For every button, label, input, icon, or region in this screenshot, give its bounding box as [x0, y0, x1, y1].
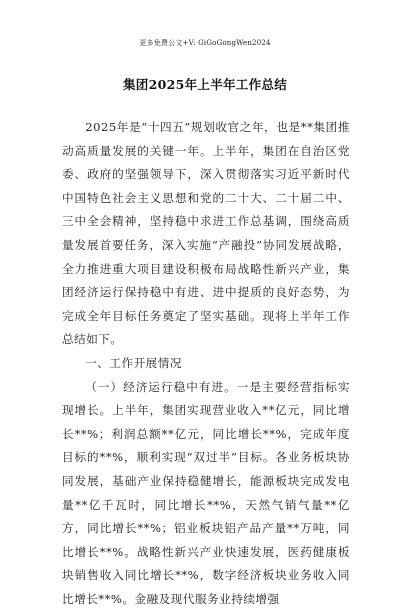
subsection-paragraph: （一）经济运行稳中有进。一是主要经营指标实现增长。上半年，集团实现营业收入**亿元，同比增长**%；利润总额**亿元，同比增长**%，完成年度目标的**%，顺利实现“双过半”目标。各业务板块协同发展，基础产业保持稳健增长，能源板块完成发电量**亿千瓦时，同比增长**%，天然气销气量**亿方，同比增长**%；铝业板块铝产品产量**万吨，同比增长**%。战略性新兴产业快速发展，医药健康板块销售收入同比增长**%，数字经济板块业务收入同比增长**%。金融及现代服务业持续增强: [62, 379, 350, 606]
intro-paragraph: 2025年是“十四五”规划收官之年，也是**集团推动高质量发展的关键一年。上半年，集团在自治区党委、政府的坚强领导下，深入贯彻落实习近平新时代中国特色社会主义思想和党的二十大、二十届二中、三中全会精神，坚持稳中求进工作总基调，围绕高质量发展首要任务，深入实施“产融投”协同发展战略，全力推进重大项目建设积极布局战略性新兴产业，集团经济运行保持稳中有进、进中提质的良好态势，为完成全年目标任务奠定了坚实基础。现将上半年工作总结如下。: [62, 120, 350, 347]
section-heading: 一、工作开展情况: [85, 355, 182, 370]
document-title: 集团2025年上半年工作总结: [123, 77, 287, 92]
document-body: [62, 116, 350, 611]
header-note: 更多免费公文+V: GiGoGongWen2024: [139, 39, 271, 47]
